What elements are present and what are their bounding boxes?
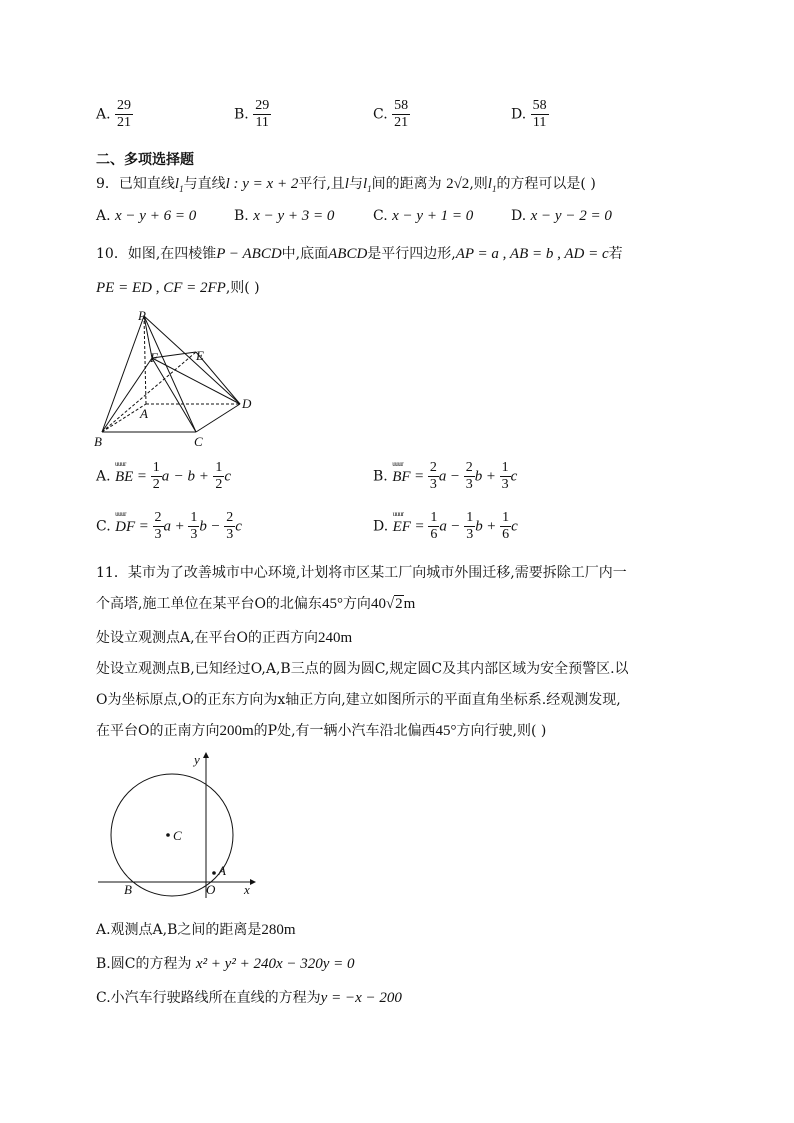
q8-option-a: A. $\frac{29}{21}$ [96, 98, 132, 130]
q11-line4: 处设立观测点B,已知经过O,A,B三点的圆为圆C,规定圆C及其内部区域为安全预警区.以 [96, 661, 629, 677]
label-F: F [150, 350, 158, 365]
label-y: y [194, 752, 200, 767]
x-axis-arrow-icon [250, 879, 256, 885]
label-C: C [194, 434, 203, 449]
point-C [166, 833, 170, 837]
label-B: B [94, 434, 102, 449]
circle-figure [94, 752, 264, 898]
label-A: A [218, 863, 226, 878]
label-D: D [242, 396, 252, 411]
q11-option-b: B.圆C的方程为 x² + y² + 240x − 320y = 0 [96, 956, 355, 972]
label-C: C [173, 828, 182, 843]
q10-stem-line1: 10．如图,在四棱锥P − ABCD中,底面ABCD是平行四边形,AP = a , AB = b , AD = c若 [96, 246, 623, 262]
q11-line6: 在平台O的正南方向200m的P处,有一辆小汽车沿北偏西45°方向行驶,则( ) [96, 723, 547, 739]
q9-option-a: A. x − y + 6 = 0 [96, 208, 197, 224]
q10-stem-line2: PE = ED , CF = 2FP,则( ) [96, 280, 260, 296]
q10-option-d: D. uuur EF = $\frac{1}{6}$ a − $\frac{1}{3}$ b + $\frac{1}{6}$ c [373, 510, 518, 543]
q11-line1: 11．某市为了改善城市中心环境,计划将市区某工厂向城市外围迁移,需要拆除工厂内一 [96, 565, 627, 581]
label-P: P [138, 308, 146, 323]
q10-option-c: C. uuur DF = $\frac{2}{3}$ a + $\frac{1}{3}$ b − $\frac{2}{3}$ c [96, 510, 242, 543]
q10-option-b: B. uuur BF = $\frac{2}{3}$ a − $\frac{2}{3}$ b + $\frac{1}{3}$ c [373, 460, 517, 493]
q8-option-d: D. $\frac{58}{11}$ [511, 98, 547, 130]
label-A: A [140, 406, 148, 421]
pyramid-figure [92, 308, 262, 450]
q9-stem: 9．已知直线$l_1$与直线l : y = x + 2平行,且l与$l_1$间的距离为 2√2,则$l_1$的方程可以是( ) [96, 176, 596, 194]
label-x: x [244, 882, 250, 897]
q9-option-c: C. x − y + 1 = 0 [373, 208, 474, 224]
q8-option-c: C. $\frac{58}{21}$ [373, 98, 409, 130]
point-A [212, 871, 216, 875]
label-B: B [124, 882, 132, 897]
section-title: 二、多项选择题 [96, 152, 194, 168]
q11-option-a: A.观测点A,B之间的距离是280m [96, 922, 296, 938]
q8-option-b: B. $\frac{29}{11}$ [234, 98, 270, 130]
q11-option-c: C.小汽车行驶路线所在直线的方程为y = −x − 200 [96, 990, 402, 1006]
q9-option-d: D. x − y − 2 = 0 [511, 208, 612, 224]
q11-line3: 处设立观测点A,在平台O的正西方向240m [96, 630, 353, 646]
label-O: O [206, 882, 216, 897]
q9-option-b: B. x − y + 3 = 0 [234, 208, 335, 224]
q11-line2: 个高塔,施工单位在某平台O的北偏东45°方向40√2m [96, 596, 416, 612]
label-E: E [196, 348, 204, 363]
y-axis-arrow-icon [203, 752, 209, 758]
q11-line5: O为坐标原点,O的正东方向为x轴正方向,建立如图所示的平面直角坐标系.经观测发现, [96, 692, 621, 708]
q10-option-a: A. uuur BE = $\frac{1}{2}$ a − b + $\frac{1}{2}$ c [96, 460, 231, 493]
